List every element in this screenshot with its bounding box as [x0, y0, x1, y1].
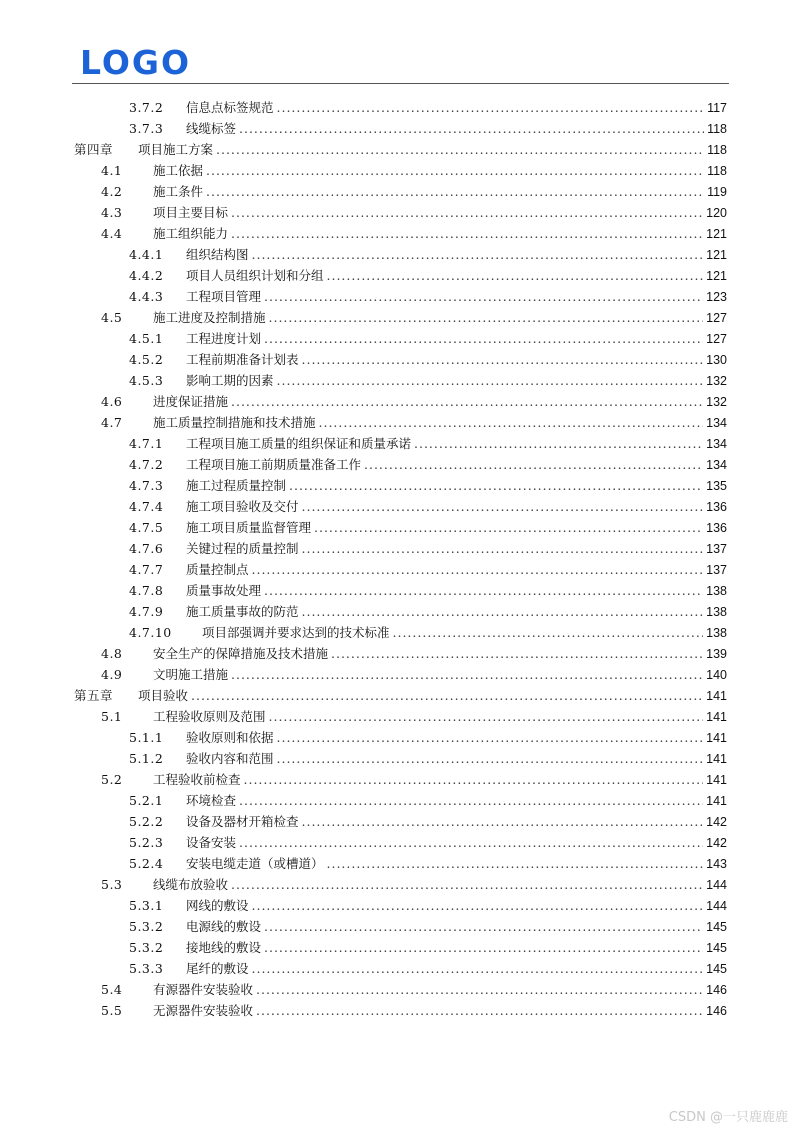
toc-entry-number: 5.3.1 [129, 898, 164, 913]
toc-entry-page: 118 [707, 164, 727, 178]
toc-entry-number: 4.5.3 [129, 373, 164, 388]
toc-entry-page: 142 [706, 815, 727, 829]
toc-entry[interactable] [0, 118, 800, 139]
toc-entry-title: 安装电缆走道（或槽道） [186, 856, 324, 871]
toc-entry-title: 信息点标签规范 [186, 100, 274, 115]
toc-entry[interactable] [0, 517, 800, 538]
toc-entry-page: 132 [706, 395, 727, 409]
toc-entry[interactable] [0, 328, 800, 349]
toc-entry-number: 5.3.2 [129, 940, 164, 955]
toc-entry-page: 145 [706, 962, 727, 976]
logo: LOGO [80, 43, 192, 82]
toc-entry-number: 5.2.4 [129, 856, 164, 871]
toc-entry-number: 5.1.2 [129, 751, 164, 766]
toc-entry-title: 项目验收 [138, 688, 189, 703]
toc-entry-title: 接地线的敷设 [186, 940, 262, 955]
toc-entry-page: 121 [706, 269, 727, 283]
toc-entry[interactable] [0, 790, 800, 811]
toc-entry-page: 117 [707, 101, 727, 115]
toc-dot-leader [239, 790, 703, 811]
toc-dot-leader [231, 202, 703, 223]
toc-dot-leader [264, 328, 703, 349]
toc-entry-title: 电源线的敷设 [186, 919, 262, 934]
toc-entry[interactable] [0, 769, 800, 790]
toc-dot-leader [302, 811, 704, 832]
toc-entry-title: 影响工期的因素 [186, 373, 274, 388]
toc-entry-title: 环境检查 [186, 793, 237, 808]
toc-entry-title: 安全生产的保障措施及技术措施 [153, 646, 329, 661]
toc-entry-page: 134 [706, 437, 727, 451]
toc-dot-leader [289, 475, 703, 496]
toc-dot-leader [364, 454, 703, 475]
toc-entry-page: 132 [706, 374, 727, 388]
toc-entry-number: 5.2.2 [129, 814, 164, 829]
toc-entry-title: 工程项目施工前期质量准备工作 [186, 457, 362, 472]
toc-entry-number: 4.5 [101, 310, 123, 325]
toc-entry-number: 4.2 [101, 184, 123, 199]
toc-entry-number: 5.3.3 [129, 961, 164, 976]
toc-entry[interactable] [0, 412, 800, 433]
toc-entry-title: 施工过程质量控制 [186, 478, 287, 493]
toc-entry-title: 工程验收前检查 [153, 772, 241, 787]
toc-entry-page: 136 [706, 500, 727, 514]
toc-entry-number: 4.9 [101, 667, 123, 682]
toc-dot-leader [302, 538, 704, 559]
toc-dot-leader [239, 118, 704, 139]
toc-entry-number: 4.1 [101, 163, 123, 178]
toc-dot-leader [252, 244, 704, 265]
toc-entry-title: 无源器件安装验收 [153, 1003, 254, 1018]
toc-entry-number: 4.7.3 [129, 478, 164, 493]
toc-entry[interactable] [0, 160, 800, 181]
toc-entry-page: 121 [706, 227, 727, 241]
toc-entry-title: 组织结构图 [186, 247, 249, 262]
toc-entry[interactable] [0, 1000, 800, 1021]
toc-entry-title: 设备安装 [186, 835, 237, 850]
toc-entry-page: 137 [706, 542, 727, 556]
toc-entry-page: 141 [706, 710, 727, 724]
toc-entry[interactable] [0, 349, 800, 370]
toc-entry-page: 138 [706, 605, 727, 619]
toc-entry[interactable] [0, 727, 800, 748]
toc-entry[interactable] [0, 853, 800, 874]
toc-dot-leader [231, 391, 703, 412]
toc-entry-title: 施工质量控制措施和技术措施 [153, 415, 316, 430]
toc-entry-number: 4.4.1 [129, 247, 164, 262]
toc-dot-leader [191, 685, 703, 706]
toc-entry[interactable] [0, 454, 800, 475]
toc-dot-leader [302, 601, 704, 622]
toc-entry[interactable] [0, 307, 800, 328]
toc-entry-title: 线缆布放验收 [153, 877, 229, 892]
toc-dot-leader [277, 97, 705, 118]
toc-entry-number: 4.7.4 [129, 499, 164, 514]
toc-entry-page: 121 [706, 248, 727, 262]
toc-entry-title: 工程项目管理 [186, 289, 262, 304]
toc-dot-leader [269, 706, 704, 727]
toc-entry-page: 120 [706, 206, 727, 220]
toc-entry-page: 141 [706, 794, 727, 808]
toc-entry-number: 4.5.1 [129, 331, 164, 346]
table-of-contents [0, 97, 800, 1021]
toc-entry-page: 118 [707, 143, 727, 157]
toc-entry-title: 工程验收原则及范围 [153, 709, 266, 724]
toc-entry[interactable] [0, 475, 800, 496]
toc-entry-number: 5.2.3 [129, 835, 164, 850]
toc-entry-title: 施工质量事故的防范 [186, 604, 299, 619]
toc-entry-title: 质量事故处理 [186, 583, 262, 598]
toc-entry[interactable] [0, 811, 800, 832]
toc-entry-number: 5.1 [101, 709, 123, 724]
toc-entry[interactable] [0, 538, 800, 559]
toc-dot-leader [277, 727, 704, 748]
toc-entry-number: 4.7.1 [129, 436, 164, 451]
toc-entry-number: 5.5 [101, 1003, 123, 1018]
toc-entry-page: 140 [706, 668, 727, 682]
toc-entry-title: 施工组织能力 [153, 226, 229, 241]
toc-entry-page: 134 [706, 458, 727, 472]
toc-entry-page: 146 [706, 983, 727, 997]
toc-entry[interactable] [0, 559, 800, 580]
toc-dot-leader [264, 286, 703, 307]
toc-entry-number: 3.7.2 [129, 100, 164, 115]
toc-entry-title: 项目人员组织计划和分组 [186, 268, 324, 283]
toc-entry-page: 145 [706, 920, 727, 934]
toc-entry-number: 4.4 [101, 226, 123, 241]
toc-entry-number: 5.2 [101, 772, 123, 787]
toc-entry-page: 142 [706, 836, 727, 850]
toc-entry-number: 4.7.2 [129, 457, 164, 472]
toc-dot-leader [206, 181, 704, 202]
toc-entry-title: 施工条件 [153, 184, 204, 199]
toc-entry-title: 工程项目施工质量的组织保证和质量承诺 [186, 436, 412, 451]
toc-dot-leader [244, 769, 704, 790]
toc-entry-page: 137 [706, 563, 727, 577]
toc-entry-page: 123 [706, 290, 727, 304]
toc-entry-title: 验收内容和范围 [186, 751, 274, 766]
watermark: CSDN @一只鹿鹿鹿 [668, 1110, 788, 1125]
toc-entry-title: 施工进度及控制措施 [153, 310, 266, 325]
toc-entry-number: 4.7.10 [129, 625, 172, 640]
toc-dot-leader [327, 265, 704, 286]
toc-entry-page: 136 [706, 521, 727, 535]
toc-entry-number: 第四章 [74, 142, 114, 157]
toc-entry-page: 141 [706, 752, 727, 766]
toc-entry-page: 135 [706, 479, 727, 493]
toc-entry-title: 线缆标签 [186, 121, 237, 136]
toc-entry-page: 141 [706, 689, 727, 703]
toc-entry-title: 文明施工措施 [153, 667, 229, 682]
toc-entry[interactable] [0, 202, 800, 223]
toc-entry-title: 工程进度计划 [186, 331, 262, 346]
toc-entry-title: 项目施工方案 [138, 142, 214, 157]
toc-entry-title: 尾纤的敷设 [186, 961, 249, 976]
toc-entry[interactable] [0, 601, 800, 622]
toc-entry-page: 118 [707, 122, 727, 136]
toc-dot-leader [252, 895, 704, 916]
toc-entry-page: 143 [706, 857, 727, 871]
toc-dot-leader [231, 664, 703, 685]
toc-entry-number: 4.7.8 [129, 583, 164, 598]
toc-entry-page: 134 [706, 416, 727, 430]
toc-entry[interactable] [0, 391, 800, 412]
toc-entry-number: 4.7 [101, 415, 123, 430]
toc-entry[interactable] [0, 181, 800, 202]
toc-entry[interactable] [0, 265, 800, 286]
toc-entry-number: 4.7.5 [129, 520, 164, 535]
toc-dot-leader [302, 349, 704, 370]
toc-entry-number: 4.4.3 [129, 289, 164, 304]
toc-entry-number: 4.3 [101, 205, 123, 220]
toc-entry-number: 5.4 [101, 982, 123, 997]
toc-entry-number: 3.7.3 [129, 121, 164, 136]
toc-entry-number: 4.8 [101, 646, 123, 661]
toc-entry-page: 144 [706, 878, 727, 892]
toc-entry-title: 施工项目验收及交付 [186, 499, 299, 514]
toc-dot-leader [277, 748, 704, 769]
toc-dot-leader [269, 307, 704, 328]
toc-dot-leader [256, 1000, 703, 1021]
toc-entry-page: 138 [706, 626, 727, 640]
toc-dot-leader [331, 643, 703, 664]
toc-entry[interactable] [0, 139, 800, 160]
toc-entry[interactable] [0, 874, 800, 895]
toc-entry-page: 138 [706, 584, 727, 598]
toc-entry-page: 144 [706, 899, 727, 913]
toc-entry[interactable] [0, 580, 800, 601]
toc-entry-number: 4.7.7 [129, 562, 164, 577]
toc-entry-title: 项目主要目标 [153, 205, 229, 220]
toc-entry-number: 4.6 [101, 394, 123, 409]
toc-entry-page: 139 [706, 647, 727, 661]
toc-entry[interactable] [0, 370, 800, 391]
toc-dot-leader [206, 160, 704, 181]
toc-entry[interactable] [0, 685, 800, 706]
toc-entry[interactable] [0, 433, 800, 454]
toc-entry-page: 141 [706, 773, 727, 787]
toc-entry-page: 141 [706, 731, 727, 745]
toc-dot-leader [252, 559, 704, 580]
toc-dot-leader [256, 979, 703, 1000]
toc-entry-title: 质量控制点 [186, 562, 249, 577]
toc-entry-number: 5.3 [101, 877, 123, 892]
toc-entry-title: 设备及器材开箱检查 [186, 814, 299, 829]
toc-dot-leader [264, 937, 703, 958]
toc-entry[interactable] [0, 643, 800, 664]
toc-entry[interactable] [0, 97, 800, 118]
header-divider [72, 83, 729, 84]
toc-entry-page: 145 [706, 941, 727, 955]
toc-dot-leader [327, 853, 704, 874]
toc-dot-leader [231, 874, 703, 895]
toc-entry[interactable] [0, 244, 800, 265]
toc-entry[interactable] [0, 832, 800, 853]
toc-entry-number: 5.1.1 [129, 730, 164, 745]
toc-entry-number: 第五章 [74, 688, 114, 703]
toc-entry-page: 127 [706, 311, 727, 325]
toc-entry-title: 项目部强调并要求达到的技术标准 [202, 625, 390, 640]
toc-entry-title: 关键过程的质量控制 [186, 541, 299, 556]
toc-entry-number: 4.4.2 [129, 268, 164, 283]
toc-entry[interactable] [0, 895, 800, 916]
toc-entry-page: 130 [706, 353, 727, 367]
toc-entry[interactable] [0, 286, 800, 307]
toc-dot-leader [277, 370, 704, 391]
toc-entry-number: 5.2.1 [129, 793, 164, 808]
toc-dot-leader [393, 622, 704, 643]
toc-dot-leader [264, 916, 703, 937]
toc-dot-leader [414, 433, 703, 454]
toc-entry-title: 工程前期准备计划表 [186, 352, 299, 367]
toc-dot-leader [264, 580, 703, 601]
toc-dot-leader [319, 412, 704, 433]
toc-entry-page: 127 [706, 332, 727, 346]
toc-dot-leader [216, 139, 704, 160]
toc-entry[interactable] [0, 916, 800, 937]
toc-entry-title: 验收原则和依据 [186, 730, 274, 745]
toc-entry[interactable] [0, 748, 800, 769]
toc-entry-title: 有源器件安装验收 [153, 982, 254, 997]
toc-entry[interactable] [0, 979, 800, 1000]
toc-entry-title: 施工项目质量监督管理 [186, 520, 312, 535]
toc-entry[interactable] [0, 706, 800, 727]
toc-entry[interactable] [0, 937, 800, 958]
toc-entry-title: 网线的敷设 [186, 898, 249, 913]
toc-dot-leader [252, 958, 704, 979]
toc-entry[interactable] [0, 223, 800, 244]
toc-dot-leader [302, 496, 704, 517]
toc-entry-number: 4.5.2 [129, 352, 164, 367]
toc-entry[interactable] [0, 958, 800, 979]
toc-entry-title: 施工依据 [153, 163, 204, 178]
toc-entry-page: 119 [707, 185, 727, 199]
toc-entry-number: 4.7.9 [129, 604, 164, 619]
toc-dot-leader [314, 517, 703, 538]
toc-entry[interactable] [0, 622, 800, 643]
toc-entry-number: 4.7.6 [129, 541, 164, 556]
toc-entry[interactable] [0, 664, 800, 685]
toc-entry[interactable] [0, 496, 800, 517]
toc-entry-number: 5.3.2 [129, 919, 164, 934]
toc-dot-leader [239, 832, 703, 853]
toc-entry-title: 进度保证措施 [153, 394, 229, 409]
toc-dot-leader [231, 223, 703, 244]
toc-entry-page: 146 [706, 1004, 727, 1018]
